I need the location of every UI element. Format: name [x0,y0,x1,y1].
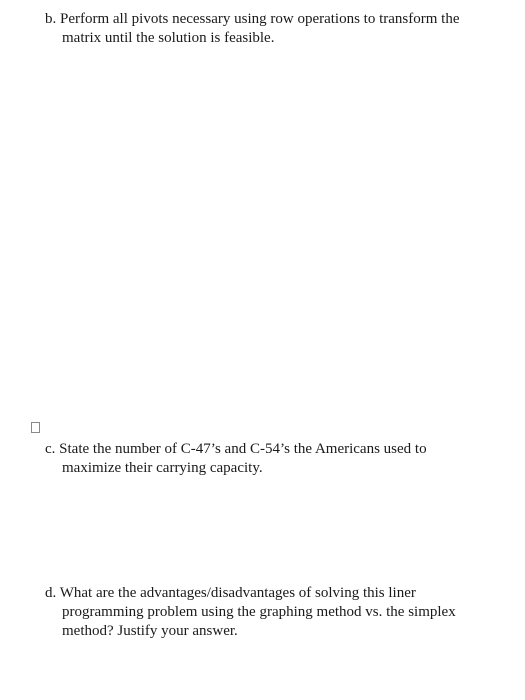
question-b-line-1: b. Perform all pivots necessary using row operations to transform the [45,11,460,27]
question-b-line-2: matrix until the solution is feasible. [62,30,275,46]
question-d-line-3: method? Justify your answer. [62,623,238,639]
question-c [45,440,485,478]
question-b [45,10,485,48]
checkbox-icon[interactable] [31,422,40,433]
question-d [45,584,485,641]
question-d-line-2: programming problem using the graphing method vs. the simplex [62,604,456,620]
question-d-line-1: d. What are the advantages/disadvantages of solving this liner [45,585,416,601]
question-c-line-1: c. State the number of C-47’s and C-54’s the Americans used to [45,441,427,457]
question-c-line-2: maximize their carrying capacity. [62,460,263,476]
